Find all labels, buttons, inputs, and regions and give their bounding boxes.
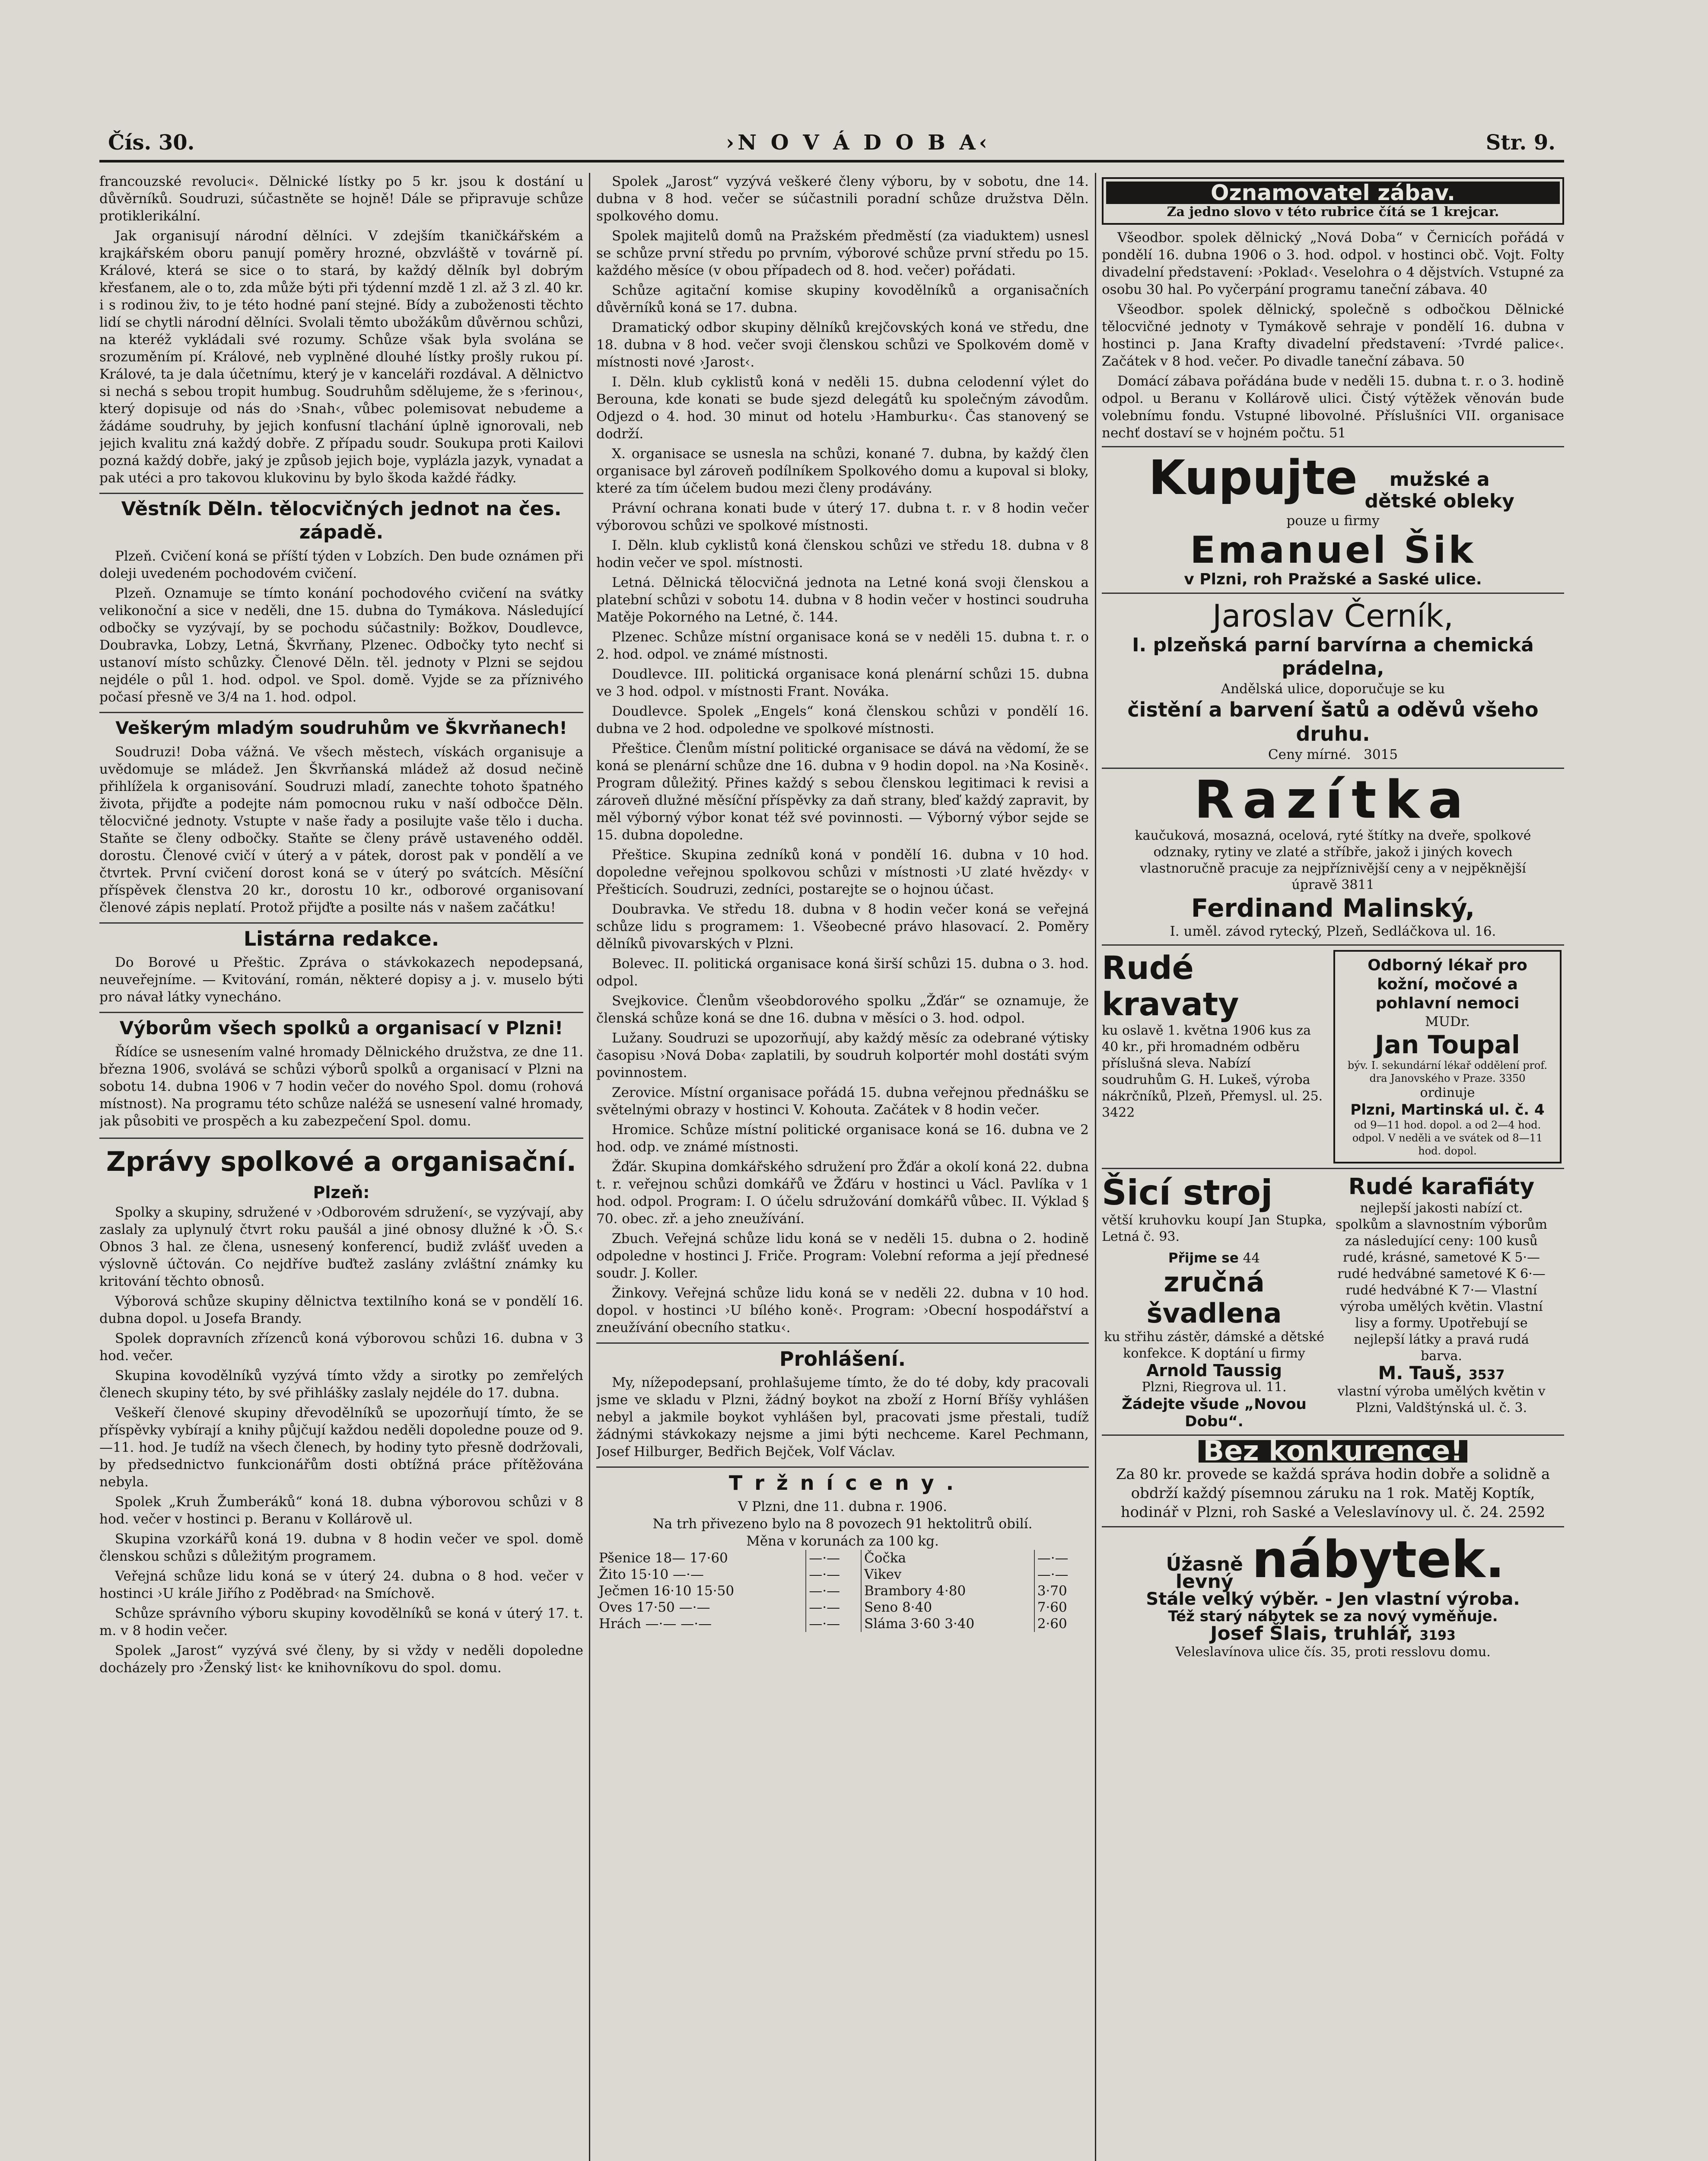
table-row [596,1599,1089,1616]
divider [1102,768,1564,769]
section-heading: Veškerým mladým soudruhům ve Škvrňanech! [99,712,583,740]
section-heading: Prohlášení. [596,1342,1089,1371]
ad-text: MUDr. [1425,1014,1470,1030]
ad-slais [1102,1529,1564,1661]
ad-text: Úžasně levný [1166,1553,1243,1593]
table-cell: Pšenice 18— 17·60 [599,1550,728,1566]
ad-subtitle: Za jedno slovo v této rubrice čítá se 1 krejcar. [1167,204,1499,220]
table-cell: —·— [806,1616,861,1632]
event-notice: Všeodbor. spolek dělnický, společně s odbočkou Dělnické tělocvičné jednoty v Tymákově sehraje v pondělí 16. dubna v hostinci p. Jana Krafty divadelní představení: ›Tvrdé palice‹. Začátek v 8 hod. večer. Po divadle taneční zábava. 50 [1102,302,1564,369]
ad-text: pouze u firmy [1286,513,1380,529]
ad-brand [1333,1364,1549,1383]
table-cell: Seno 8·40 [861,1599,1034,1616]
table-cell: Žito 15·10 —·— [599,1567,704,1582]
ad-price: Ceny mírné. [1268,746,1351,762]
column-rule [589,173,590,2161]
ad-text [1102,746,1564,763]
page-header [99,125,1564,163]
news-item: Doudlevce. Spolek „Engels“ koná členskou schůzi v pondělí 16. dubna ve 2 hod. odpoledne ve spolkové místnosti. [596,704,1089,736]
ad-number: 3015 [1364,746,1398,762]
table-row [596,1583,1089,1599]
news-item: Hromice. Schůze místní politické organisace koná se 16. dubna ve 2 hod. odp. ve známé místnosti. [596,1122,1089,1155]
ad-title: Šicí stroj [1102,1172,1273,1213]
table-row [596,1550,1089,1566]
column-left [99,173,583,2161]
ad-text: čistění a barvení šatů a oděvů všeho druhu. [1127,698,1539,746]
table-row [596,1566,1089,1583]
divider [1102,593,1564,594]
ad-text: ordinuje [1420,1085,1475,1100]
ad-brand [1102,1622,1564,1645]
ad-text: Andělská ulice, doporučuje se ku [1221,681,1445,697]
ad-title: Rudé kravaty [1102,949,1239,1023]
column-right-ads [1102,173,1564,2161]
table-cell: —·— [806,1583,861,1599]
ad-brand-name: M. Tauš, [1378,1362,1463,1383]
ad-number: 3537 [1468,1367,1505,1383]
article-paragraph: Řídíce se usnesením valné hromady Dělnického družstva, ze dne 11. března 1906, svolává se schůzi výborů spolků a organisací v Plzni na sobotu 14. dubna 1906 v 7 hodin večer do nového Spol. domu (rohová místnost). Na programu této schůze naléžá se usnesení valné hromady, jak působiti ve prospěch a ku zabezpečení Spol. domu. [99,1044,583,1129]
ad-left-stack [1102,1173,1326,1430]
event-notice: Všeodbor. spolek dělnický „Nová Doba“ v Černicích pořádá v pondělí 16. dubna 1906 o 3. hod. odpol. v hostinci obč. Vojt. Folty divadelní představení: ›Poklad‹. Veselohra o 4 dějstvích. Vstupné za osobu 30 hal. Po vyčerpání programu taneční zábava. 40 [1102,230,1564,297]
article-paragraph: Do Borové u Přeštic. Zpráva o stávkokazech nepodepsaná, neuveřejníme. — Kvitování, román, některé dopisy a j. v. muselo býti pro návał látky vynecháno. [99,955,583,1005]
news-item: I. Děln. klub cyklistů koná v neděli 15. dubna celodenní výlet do Berouna, kde konati se bude sjezd delegátů ku společným závodům. Odjezd o 4. hod. 30 minut od hotelu ›Hamburku‹. Čas stanovený se dodrží. [596,374,1089,442]
ad-text: kaučuková, mosazná, ocelová, ryté štítky na dveře, spolkové odznaky, rytiny ve zlaté a stříbře, jakož i jiných kovech vlastnoručně pracuje za nejpříznivější ceny a v nejpěknější úpravě 3811 [1135,828,1531,892]
news-item: Zerovice. Místní organisace pořádá 15. dubna veřejnou přednášku se světelnými obrazy v hostinci V. Kohouta. Začátek v 8 hodin večer. [596,1085,1089,1118]
news-item: Veřejná schůze lidu koná se v úterý 24. dubna o 8 hod. večer v hostinci ›U krále Jiřího z Poděbrad‹ na Smíchově. [99,1568,583,1601]
ad-brand: Ferdinand Malinský, [1191,893,1475,923]
market-date: V Plzni, dne 11. dubna r. 1906. [738,1499,947,1514]
ad-text: od 9—11 hod. dopol. a od 2—4 hod. odpol. V neděli a ve svátek od 8—11 hod. dopol. [1352,1119,1543,1157]
ad-side-text: mužské a dětské obleky [1364,468,1514,512]
news-item: Letná. Dělnická tělocvičná jednota na Letné koná svoji členskou a platební schůzi v sobotu 14. dubna v 8 hodin večer v hostinci soudruha Matěje Pokorného na Letné, č. 144. [596,575,1089,625]
article-paragraph: Jak organisují národní dělníci. V zdejším tkaničkářském a krajkářském oboru panují poměry hrozné, obzvláště v továrně pí. Králové, která se sice o to stará, by každý dělník byl dobrým křesťanem, ale o to, zda může býti při týdenní mzdě 1 zl. až 3 zl. 40 kr. i s rodinou živ, to je této hodné paní stejné. Bídy a zuboženosti těchto lidí se chytli národní dělníci. Svolali těmto ubožákům důvěrnou schůzi, na kteréž vykládali své rozumy. Schůze však byla svolána se srozuměním pí. Králové, neb vyplněné dlouhé lístky prošly rukou pí. Králové, ta je dala účetnímu, který je v kanceláři rozdával. A dělnictvo si nechá s sebou tropit humbug. Soudruhům sdělujeme, že s ›ferinou‹, který dopisuje od nás do ›Snah‹, vůbec polemisovat nebudeme a žádáme soudruhy, by jejich konfusní tlachání úplně ignorovali, neb jejich kvalitu zná každý dobře. Z případu soudr. Soukupa proti Kailovi pozná každý dobře, jaký je způsob jejich boje, vyplázla jazyk, vynadat a pak utéci a pro takovou klukovinu by bylo škoda každé řádky. [99,228,583,486]
table-cell: —·— [806,1550,861,1566]
table-cell: Čočka [861,1550,1034,1566]
ad-brand: Arnold Taussig [1146,1361,1282,1380]
section-heading: T r ž n í c e n y . [596,1466,1089,1495]
section-heading: Věstník Děln. tělocvičných jednot na čes. západě. [99,493,583,544]
divider [1102,1168,1564,1169]
ad-address: Veleslavínova ulice čís. 35, proti resslovu domu. [1175,1645,1491,1660]
ad-title: Jaroslav Černík, [1212,597,1454,634]
news-item: Spolek „Kruh Žumberáků“ koná 18. dubna výborovou schůzi v 8 hod. večer v hostinci p. Beranu v Kollárově ul. [99,1494,583,1527]
ad-address: Plzni, Martinská ul. č. 4 [1350,1101,1545,1119]
news-item: Skupina kovodělníků vyzývá tímto vždy a sirotky po zemřelých členech skupiny této, by své přihlášky zaslaly nejdéle do 17. dubna. [99,1368,583,1401]
table-cell: —·— [1034,1550,1089,1566]
table-cell: 3·70 [1034,1583,1089,1599]
news-item: Spolek dopravních zřízenců koná výborovou schůzi 16. dubna v 3 hod. večer. [99,1331,583,1364]
ad-address: Plzni, Riegrova ul. 11. [1142,1379,1287,1395]
subheading: Plzeň: [313,1183,370,1202]
newspaper-page [99,125,1564,2161]
ad-row [1102,950,1564,1163]
news-item: Skupina vzorkářů koná 19. dubna v 8 hodin večer ve spol. domě členskou schůzi s důležitým programem. [99,1531,583,1564]
news-item: Schůze agitační komise skupiny kovodělníků a organisačních důvěrníků koná se 17. dubna. [596,283,1089,316]
news-item: Žinkovy. Veřejná schůze lidu koná se v neděli 22. dubna v 10 hod. dopol. v hostinci ›U bílého koně‹. Program: ›Obecní hospodářství a zneužívání obecního statku‹. [596,1285,1089,1335]
news-item: X. organisace se usnesla na schůzi, konané 7. dubna, by každý člen organisace byl zároveň podílníkem Spolkového domu a kupoval si bloky, které za tím účelem budou mezi členy prodávány. [596,446,1089,496]
section-heading: Listárna redakce. [99,922,583,950]
ad-text: Za 80 kr. provede se každá správa hodin dobře a solidně a obdrží každý písemnou záruku na 1 rok. Matěj Koptík, hodinář v Plzni, roh Saské a Veleslavínovy ul. č. 24. 2592 [1116,1465,1550,1521]
ad-address: vlastní výroba umělých květin v Plzni, Valdštýnská ul. č. 3. [1337,1383,1546,1415]
article-paragraph: My, nížepodepsaní, prohlašujeme tímto, že do té doby, kdy pracovali jsme ve skladu v Plzni, žádný boykot na zboží z Horní Bříšy vyhlášen nebyl a jakmile boykot vyhlášen byl, pracovati jsme přestali, tudíž žádnými stávkokazy nejsme a jimi býti nechceme. Karel Pechmann, Josef Hilburger, Bedřich Bejček, Volf Václav. [596,1375,1089,1460]
news-item: Přeštice. Skupina zedníků koná v pondělí 16. dubna v 10 hod. dopoledne veřejnou spolkovou schůzi v místnosti ›U zlaté hvězdy‹ v Přešticích. Soudruzi, zedníci, postarejte se o hojnou účast. [596,847,1089,897]
issue-number: Čís. 30. [108,131,195,155]
table-cell: Ječmen 16·10 15·50 [599,1583,735,1599]
ad-brand: Emanuel Šik [1190,528,1476,572]
news-item: Svejkovice. Členům všeobdorového spolku „Žďár“ se oznamuje, že členská schůze koná se dne 16. dubna v měsíci o 3. hod. odpol. [596,993,1089,1026]
table-cell: 7·60 [1034,1599,1089,1616]
ad-title: zručná švadlena [1146,1266,1282,1329]
ad-title: Razítka [1194,770,1472,830]
ad-number: 3193 [1419,1628,1456,1643]
ad-sik [1102,452,1564,588]
news-item: I. Děln. klub cyklistů koná členskou schůzi ve středu 18. dubna v 8 hodin večer ve spol. místnosti. [596,538,1089,571]
news-item: Doudlevce. III. politická organisace koná plenární schůzi 15. dubna ve 3 hod. odpol. v místnosti Frant. Nováka. [596,666,1089,699]
news-item: Schůze správního výboru skupiny kovodělníků se koná v úterý 17. t. m. v 8 hodin večer. [99,1606,583,1638]
ad-text: ku střihu zástěr, dámské a dětské konfekce. K doptání u firmy [1104,1329,1324,1361]
section-heading: Výborům všech spolků a organisací v Plzni! [99,1012,583,1040]
table-cell: —·— [806,1566,861,1583]
article-paragraph: Plzeň. Cvičení koná se příští týden v Lobzích. Den bude oznámen při doleji uvedeném pochodovém cvičení. [99,548,583,581]
event-notice: Domácí zábava pořádána bude v neděli 15. dubna t. r. o 3. hodině odpol. u Beranu v Kollárově ulici. Čistý výtěžek věnován bude volebnímu fondu. Vstupné libovolné. Příslušníci VII. organisace nechť dostaví se v hojném počtu. 51 [1102,373,1564,441]
ad-title: Rudé karafiáty [1348,1173,1535,1200]
table-cell: Oves 17·50 —·— [599,1600,710,1615]
ad-text: ku oslavě 1. května 1906 kus za 40 kr., při hromadném odběru příslušná sleva. Nabízí soudruhům G. H. Lukeš, výroba nákrčníků, Plzeň, Přemysl. ul. 25. [1102,1023,1323,1104]
market-price-table [596,1550,1089,1632]
ad-title: nábytek. [1252,1529,1505,1589]
ad-title: Oznamovatel zábav. [1106,182,1560,204]
ad-address: I. uměl. závod rytecký, Plzeň, Sedláčkova ul. 16. [1170,923,1496,939]
ad-brand: Jan Toupal [1375,1030,1520,1059]
news-item: Spolek majitelů domů na Pražském předměstí (za viaduktem) usnesl se schůze první středu po prvním, výborové schůze první středu po 15. každého měsíce (v obou případech od 8. hod. večer) pořádati. [596,228,1089,278]
news-item: Přeštice. Členům místní politické organisace se dává na vědomí, že se koná se plenární schůze dne 16. dubna v 9 hodin dopol. na ›Na Kosině‹. Program důležitý. Přines každý s sebou členskou legitimaci k revisi a zároveň dlužné měsíční příspěvky za daň strany, bleď každý zapravit, by měl výborný výbor konat též své povinnosti. — Výborný výbor sejde se 15. dubna dopoledne. [596,741,1089,843]
news-item: Spolek „Jarost“ vyzývá své členy, by si vždy v neděli dopoledne docházely pro ›Ženský list‹ ke knihovníkovu do spol. domu. [99,1643,583,1676]
table-cell: 2·60 [1034,1616,1089,1632]
news-item: Veškeří členové skupiny dřevodělníků se upozorňují tímto, že se příspěvky vybírají a knihy půjčují každou neděli dopoledne pouze od 9.—11. hod. Je tudíž na všech členech, by hodiny tyto přesně dodržovali, by předsednictvo funkcionářům dosti obtížná práce přítěžována nebyla. [99,1405,583,1490]
news-item: Doubravka. Ve středu 18. dubna v 8 hodin večer koná se veřejná schůze lidu s programem: 1. Všeobecné právo hlasovací. 2. Poměry dělníků pivovarských v Plzni. [596,902,1089,952]
news-item: Právní ochrana konati bude v úterý 17. dubna t. r. v 8 hodin večer výborovou schůzi ve spolkové místnosti. [596,500,1089,533]
divider [1102,944,1564,946]
ad-text: býv. I. sekundární lékař oddělení prof. dra Janovského v Praze. 3350 [1347,1059,1548,1084]
ad-number: 44 [1243,1250,1260,1266]
ad-svadlena [1102,1249,1326,1430]
ad-text: Též starý nábytek se za nový vyměňuje. [1168,1608,1498,1625]
ad-title: Kupujte [1148,450,1358,505]
ad-title: Bez konkurence! [1199,1440,1467,1463]
news-item: Výborová schůze skupiny dělnictva textilního koná se v pondělí 16. dubna dopol. u Josefa Brandy. [99,1294,583,1326]
market-intro: Na trh přivezeno bylo na 8 povozech 91 hektolitrů obilí. [652,1516,1033,1532]
ad-kravaty [1102,950,1326,1163]
ad-koptik [1102,1435,1564,1522]
ad-text: I. plzeňská parní barvírna a chemická prádelna, [1132,634,1534,679]
ad-cernik [1102,598,1564,763]
market-unit: Měna v korunách za 100 kg. [746,1533,939,1549]
ad-row [1102,1173,1564,1430]
column-rule [1095,173,1096,2161]
ad-lekar [1333,950,1562,1163]
article-paragraph: francouzské revoluci«. Dělnické lístky po 5 kr. jsou k dostání u důvěrníků. Soudruzi, súčastněte se hojně! Dále se připravuje schůze protiklerikální. [99,174,583,224]
ad-number: 3422 [1102,1105,1135,1120]
ad-text: Stále velký výběr. - Jen vlastní výroba. [1146,1589,1520,1609]
news-item: Žďár. Skupina domkářského sdružení pro Žďár a okolí koná 22. dubna t. r. veřejnou schůzi domkářů ve Žďáru v hostinci u Václ. Pavlíka v 1 hod. odpol. Program: I. O účelu sdružování domkářů vůbec. II. Výklad § 70. obec. zř. a jeho zneužívání. [596,1159,1089,1227]
ad-text: Přijme se [1168,1250,1239,1266]
ad-text: nejlepší jakosti nabízí ct. spolkům a slavnostním výborům za následující ceny: 100 kusů rudé, krásné, sametové K 5·— rudé hedvábné sametové K 6·— rudé hedvábné K 7·— Vlastní výroba umělých květin. Vlastní lisy a formy. Upotřebují se nejlepší látky a pravá rudá barva. [1336,1200,1547,1364]
table-cell: —·— [1034,1566,1089,1583]
article-paragraph: Soudruzi! Doba vážná. Ve všech městech, vískách organisuje a uvědomuje se mládež. Jen Škvrňanská mládež až dosud nečině přihlížela k organisování. Soudruzi mladí, zanechte tohoto špatného života, přijďte a podejte nám pomocnou ruku v naší odbočce Děln. tělocvičné jednoty. Vstupte v naše řady a posilujte vaše tělo i ducha. Staňte se členy odbočky. Staňte se členy právě ustaveného odděl. dorostu. Členové cvičí v úterý a v pátek, dorost pak v pondělí a ve čtvrtek. První cvičení dorost koná se v úterý po svátcích. Měsíční příspěvek členstva 20 kr., dorostu 10 kr., odborové organisovaní členové zápis neplatí. Protož přijďte a posilte nás v našem začátku! [99,744,583,915]
news-item: Spolky a skupiny, sdružené v ›Odborovém sdružení‹, se vyzývají, aby zaslaly za uplynulý čtvrt roku paušál a jiné obnosy dlužné k ›Ö. S.‹ Obnos 3 hal. ze člena, usnesený konferencí, budiž zvlášť uveden a výslovně účtován. Co nejdříve buďtež zaslány zvláštní známky ku kritování těchto obnosů. [99,1205,583,1289]
table-cell: Sláma 3·60 3·40 [861,1616,1034,1632]
news-item: Bolevec. II. politická organisace koná širší schůzi 15. dubna o 3. hod. odpol. [596,956,1089,989]
ad-brand-name: Josef Šlais, truhlář, [1210,1622,1413,1645]
divider [1102,1526,1564,1527]
divider [1102,446,1564,447]
table-row [596,1616,1089,1632]
news-item: Spolek „Jarost“ vyzývá veškeré členy výboru, by v sobotu, dne 14. dubna v 8 hod. večer se súčastnili poradní schůze družstva Děln. spolkového domu. [596,174,1089,224]
column-middle [596,173,1089,2161]
ad-title: Odborný lékař pro kožní, močové a pohlavní nemoci [1368,956,1527,1012]
ad-karafiaty [1333,1173,1549,1430]
table-cell: —·— [806,1599,861,1616]
section-heading-large: Zprávy spolkové a organisační. [99,1138,583,1180]
table-cell: Vikev [861,1566,1034,1583]
ad-oznamovatel [1102,177,1564,225]
ad-address: v Plzni, roh Pražské a Saské ulice. [1184,570,1482,588]
news-item: Dramatický odbor skupiny dělníků krejčovských koná ve středu, dne 18. dubna v 8 hod. večer svoji členskou schůzi ve Spolkovém domě v místnosti nové ›Jarost‹. [596,320,1089,370]
page-number: Str. 9. [1485,131,1555,155]
table-cell: Hrách —·— —·— [599,1616,712,1632]
ad-text: větší kruhovku koupí Jan Stupka, Letná č. 93. [1102,1212,1326,1244]
news-item: Lužany. Soudruzi se upozorňují, aby každý měsíc za odebrané výtisky časopisu ›Nová Doba‹ zaplatili, by soudruh kolportér mohl dostáti svým povinnostem. [596,1030,1089,1080]
masthead-title: ›N O V Á D O B A‹ [726,131,991,155]
article-paragraph: Plzeň. Oznamuje se tímto konání pochodového cvičení na svátky velikonoční a sice v neděli, dne 15. dubna do Tymákova. Následující odbočky se vyzývají, by se pochodu súčastnily: Božkov, Doudlevce, Doubravka, Lobzy, Letná, Škvrňany, Plzenec. Odbočky tyto nechť si ustanoví místo schůzky. Členové Děln. těl. jednoty v Plzni se sejdou nejdéle o půl 1. hod. odpol. ve Spol. domě. Vyjde se za příznivého počasí přesně ve 3/4 na 1. hod. odpol. [99,586,583,705]
ad-slogan: Žádejte všude „Novou Dobu“. [1122,1395,1307,1430]
news-item: Plzenec. Schůze místní organisace koná se v neděli 15. dubna t. r. o 2. hod. odpol. ve známé místnosti. [596,629,1089,662]
ad-razitka [1102,770,1564,940]
news-item: Zbuch. Veřejná schůze lidu koná se v neděli 15. dubna o 2. hodině odpoledne v hostinci J. Friče. Program: Volební reforma a její přednesé soudr. J. Koller. [596,1231,1089,1281]
table-cell: Brambory 4·80 [861,1583,1034,1599]
